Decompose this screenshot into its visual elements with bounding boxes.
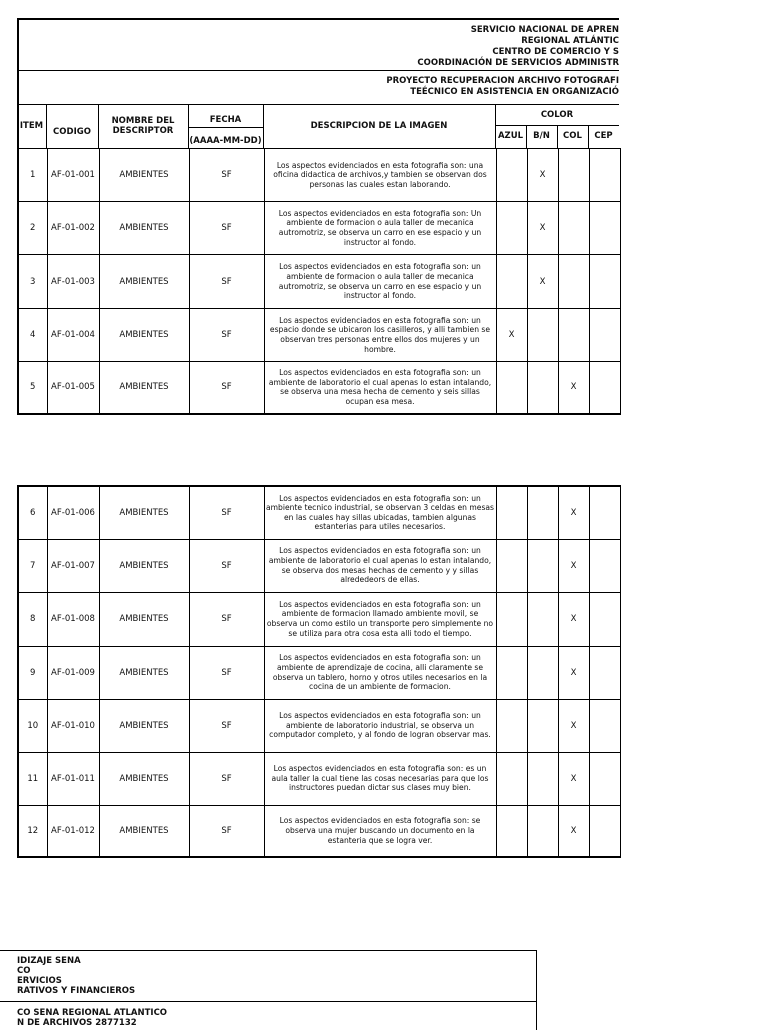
cep-cell	[589, 646, 620, 699]
fecha-cell: SF	[189, 202, 264, 255]
cep-cell	[589, 309, 620, 362]
col-cell: X	[558, 752, 589, 805]
item-cell: 3	[18, 255, 47, 309]
descriptor-cell: AMBIENTES	[99, 646, 189, 699]
codigo-cell: AF-01-009	[47, 646, 99, 699]
institution-line: SERVICIO NACIONAL DE APREN	[470, 25, 619, 35]
fecha-cell: SF	[189, 646, 264, 699]
description-cell: Los aspectos evidenciados en esta fotografia son: un ambiente tecnico industrial, se observan 3 celdas en mesas en las cuales hay sillas ubicadas, tambien algunas estanterias para utiles necesarios.	[264, 486, 496, 539]
description-cell: Los aspectos evidenciados en esta fotografia son: una oficina didactica de archivos,y tambien se observan dos personas las cuales estan laborando.	[264, 149, 496, 202]
col-header-azul: AZUL	[497, 131, 524, 141]
table-row	[18, 752, 620, 805]
cep-cell	[589, 255, 620, 309]
fecha-cell: SF	[189, 699, 264, 752]
descriptor-cell: AMBIENTES	[99, 539, 189, 592]
item-cell: 6	[18, 486, 47, 539]
cep-cell	[589, 752, 620, 805]
codigo-cell: AF-01-011	[47, 752, 99, 805]
col-header-fecha-format: (AAAA-MM-DD)	[189, 136, 262, 146]
description-cell: Los aspectos evidenciados en esta fotografia son: un ambiente de laboratorio industrial, se observa un computador completo, y al fondo de logran observar mas.	[264, 699, 496, 752]
description-cell: Los aspectos evidenciados en esta fotografia son: es un aula taller la cual tiene las cosas necesarias para que los instructores puedan dictar sus clases muy bien.	[264, 752, 496, 805]
col-header-col: COL	[563, 131, 582, 141]
col-header-bn: B/N	[533, 131, 550, 141]
descriptor-cell: AMBIENTES	[99, 699, 189, 752]
col-cell	[558, 255, 589, 309]
azul-cell	[496, 202, 527, 255]
bn-cell	[527, 699, 558, 752]
item-cell: 5	[18, 362, 47, 414]
institution-name	[20, 25, 619, 69]
fecha-cell: SF	[189, 486, 264, 539]
item-cell: 9	[18, 646, 47, 699]
col-header-cep: CEP	[594, 131, 613, 141]
item-cell: 12	[18, 805, 47, 857]
institution-line: COORDINACIÓN DE SERVICIOS ADMINISTR	[417, 58, 619, 68]
footer-line: N DE ARCHIVOS 2877132	[17, 1018, 137, 1028]
project-line: PROYECTO RECUPERACIÓN ARCHIVO FOTOGRAFI	[386, 76, 619, 86]
codigo-cell: AF-01-012	[47, 805, 99, 857]
footer-line: CO	[17, 966, 31, 976]
azul-cell	[496, 752, 527, 805]
footer-institution	[17, 956, 135, 996]
col-cell: X	[558, 486, 589, 539]
descriptor-cell: AMBIENTES	[99, 362, 189, 414]
cep-cell	[589, 805, 620, 857]
col-cell	[558, 309, 589, 362]
azul-cell	[496, 646, 527, 699]
item-cell: 2	[18, 202, 47, 255]
item-cell: 1	[18, 149, 47, 202]
footer-line: ERVICIOS	[17, 976, 62, 986]
descriptor-cell: AMBIENTES	[99, 805, 189, 857]
codigo-cell: AF-01-002	[47, 202, 99, 255]
col-cell: X	[558, 539, 589, 592]
table-row	[18, 149, 620, 202]
azul-cell	[496, 592, 527, 646]
descriptor-cell: AMBIENTES	[99, 752, 189, 805]
description-cell: Los aspectos evidenciados en esta fotografia son: un ambiente de laboratorio el cual apenas lo estan intalando, se observa dos mesas hechas de cemento y y sillas alrededeors de ellas.	[264, 539, 496, 592]
azul-cell: X	[496, 309, 527, 362]
table-row	[18, 486, 620, 539]
codigo-cell: AF-01-003	[47, 255, 99, 309]
description-cell: Los aspectos evidenciados en esta fotografia son: Un ambiente de formacion o aula taller de mecanica autromotriz, se observa un carro en ese espacio y un instructor al fondo.	[264, 202, 496, 255]
col-header-nombre: NOMBRE DEL DESCRIPTOR	[111, 116, 175, 136]
col-cell: X	[558, 592, 589, 646]
col-cell: X	[558, 805, 589, 857]
footer-line: CO SENA REGIONAL ATLANTICO	[17, 1008, 168, 1018]
table-row	[18, 539, 620, 592]
bn-cell: X	[527, 149, 558, 202]
azul-cell	[496, 255, 527, 309]
codigo-cell: AF-01-007	[47, 539, 99, 592]
item-cell: 7	[18, 539, 47, 592]
azul-cell	[496, 805, 527, 857]
description-cell: Los aspectos evidenciados en esta fotografia son: un ambiente de formacion o aula taller de mecanica autromotriz, se observa un carro en ese espacio y un instructor al fondo.	[264, 255, 496, 309]
col-cell: X	[558, 646, 589, 699]
table-row	[18, 592, 620, 646]
cep-cell	[589, 539, 620, 592]
institution-line: CENTRO DE COMERCIO Y S	[492, 47, 619, 57]
col-header-color: COLOR	[540, 110, 574, 120]
table-row	[18, 202, 620, 255]
fecha-cell: SF	[189, 309, 264, 362]
item-cell: 10	[18, 699, 47, 752]
description-cell: Los aspectos evidenciados en esta fotografia son: un espacio donde se ubicaron los casilleros, y alli tambien se observan tres personas entre ellos dos mujeres y un hombre.	[264, 309, 496, 362]
cep-cell	[589, 486, 620, 539]
description-cell: Los aspectos evidenciados en esta fotografia son: un ambiente de laboratorio el cual apenas lo estan intalando, se observa una mesa hecha de cemento y seis sillas ocupan esa mesa.	[264, 362, 496, 414]
col-cell: X	[558, 699, 589, 752]
cep-cell	[589, 592, 620, 646]
col-cell	[558, 149, 589, 202]
azul-cell	[496, 149, 527, 202]
table-row	[18, 309, 620, 362]
fecha-cell: SF	[189, 255, 264, 309]
codigo-cell: AF-01-005	[47, 362, 99, 414]
description-cell: Los aspectos evidenciados en esta fotografia son: un ambiente de aprendizaje de cocina, alli claramente se observa un tablero, horno y otros utiles necesarios en la cocina de un ambiente de formacion.	[264, 646, 496, 699]
table-row	[18, 699, 620, 752]
project-title	[20, 76, 619, 98]
project-line: TEÉCNICO EN ASISTENCIA EN ORGANIZACIÓ	[410, 87, 619, 97]
azul-cell	[496, 699, 527, 752]
fecha-cell: SF	[189, 592, 264, 646]
description-cell: Los aspectos evidenciados en esta fotografia son: se observa una mujer buscando un documento en la estanteria que se logra ver.	[264, 805, 496, 857]
footer-line: RATIVOS Y FINANCIEROS	[17, 986, 136, 996]
footer-line: IDIZAJE SENA	[17, 956, 81, 966]
descriptor-cell: AMBIENTES	[99, 309, 189, 362]
col-header-fecha: FECHA	[209, 115, 242, 125]
fecha-cell: SF	[189, 362, 264, 414]
col-header-codigo: CODIGO	[53, 127, 91, 137]
bn-cell	[527, 486, 558, 539]
bn-cell: X	[527, 255, 558, 309]
azul-cell	[496, 486, 527, 539]
bn-cell	[527, 805, 558, 857]
item-cell: 8	[18, 592, 47, 646]
fecha-cell: SF	[189, 149, 264, 202]
bn-cell	[527, 309, 558, 362]
bn-cell: X	[527, 202, 558, 255]
codigo-cell: AF-01-008	[47, 592, 99, 646]
cep-cell	[589, 699, 620, 752]
footer-project	[17, 1008, 167, 1028]
catalog-table-page2	[17, 485, 621, 858]
azul-cell	[496, 362, 527, 414]
bn-cell	[527, 752, 558, 805]
table-row	[18, 255, 620, 309]
descriptor-cell: AMBIENTES	[99, 149, 189, 202]
descriptor-cell: AMBIENTES	[99, 486, 189, 539]
description-cell: Los aspectos evidenciados en esta fotografia son: un ambiente de formacion llamado ambiente movil, se observa un como estilo un transporte pero simplemente no se utiliza para otra cosa esta alli todo el tiempo.	[264, 592, 496, 646]
catalog-table-page1	[17, 148, 621, 415]
col-cell	[558, 202, 589, 255]
codigo-cell: AF-01-010	[47, 699, 99, 752]
fecha-cell: SF	[189, 805, 264, 857]
institution-line: REGIONAL ATLÁNTIC	[521, 36, 619, 46]
cep-cell	[589, 149, 620, 202]
azul-cell	[496, 539, 527, 592]
cep-cell	[589, 362, 620, 414]
col-header-descripcion: DESCRIPCION DE LA IMAGEN	[310, 121, 448, 131]
descriptor-cell: AMBIENTES	[99, 592, 189, 646]
bn-cell	[527, 646, 558, 699]
bn-cell	[527, 592, 558, 646]
table-row	[18, 805, 620, 857]
col-cell: X	[558, 362, 589, 414]
item-cell: 4	[18, 309, 47, 362]
descriptor-cell: AMBIENTES	[99, 202, 189, 255]
fecha-cell: SF	[189, 752, 264, 805]
codigo-cell: AF-01-004	[47, 309, 99, 362]
bn-cell	[527, 362, 558, 414]
bn-cell	[527, 539, 558, 592]
item-cell: 11	[18, 752, 47, 805]
table-row	[18, 646, 620, 699]
descriptor-cell: AMBIENTES	[99, 255, 189, 309]
codigo-cell: AF-01-006	[47, 486, 99, 539]
col-header-item: ITEM	[19, 121, 44, 131]
fecha-cell: SF	[189, 539, 264, 592]
table-row	[18, 362, 620, 414]
codigo-cell: AF-01-001	[47, 149, 99, 202]
cep-cell	[589, 202, 620, 255]
